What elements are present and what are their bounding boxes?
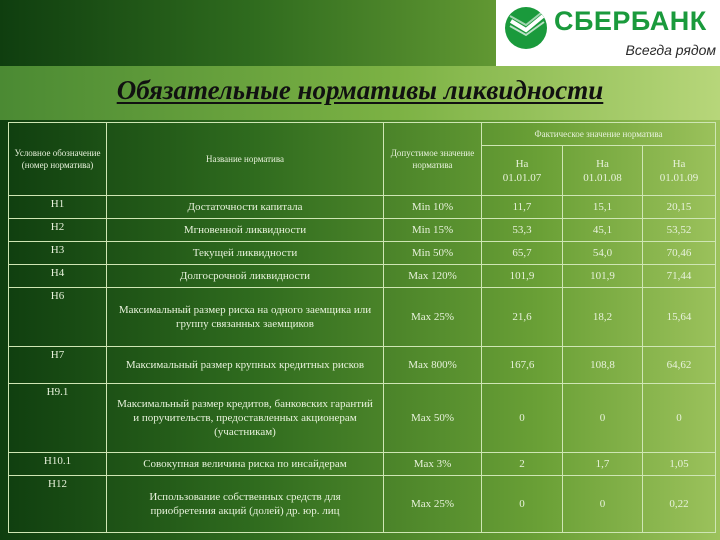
row-value-2008: 108,8 [563, 347, 643, 384]
header-actual: Фактическое значение норматива [482, 123, 716, 146]
row-value-2009: 64,62 [643, 347, 716, 384]
row-allowed: Max 3% [384, 453, 482, 476]
header-name: Название норматива [107, 123, 384, 196]
row-value-2008: 1,7 [563, 453, 643, 476]
table-row [9, 453, 716, 476]
row-value-2009: 0,22 [643, 476, 716, 533]
row-value-2009: 0 [643, 384, 716, 453]
header-date-3: На 01.01.09 [643, 146, 716, 196]
row-value-2009: 1,05 [643, 453, 716, 476]
row-value-2008: 101,9 [563, 265, 643, 288]
row-allowed: Min 10% [384, 196, 482, 219]
row-name: Максимальный размер риска на одного заемщика или группу связанных заемщиков [107, 288, 384, 347]
sberbank-logo [496, 0, 720, 66]
brand-name: СБЕРБАНК [554, 6, 707, 36]
row-value-2009: 70,46 [643, 242, 716, 265]
table-row [9, 347, 716, 384]
row-name: Использование собственных средств для приобретения акций (долей) др. юр. лиц [107, 476, 384, 533]
row-value-2009: 20,15 [643, 196, 716, 219]
row-value-2007: 11,7 [482, 196, 563, 219]
row-code: Н2 [9, 219, 107, 242]
table-row [9, 384, 716, 453]
row-allowed: Max 800% [384, 347, 482, 384]
row-value-2008: 18,2 [563, 288, 643, 347]
table-row [9, 265, 716, 288]
row-value-2007: 167,6 [482, 347, 563, 384]
row-name: Достаточности капитала [107, 196, 384, 219]
header-allowed: Допустимое значение норматива [384, 123, 482, 196]
row-value-2007: 65,7 [482, 242, 563, 265]
row-allowed: Max 25% [384, 476, 482, 533]
row-value-2009: 71,44 [643, 265, 716, 288]
row-allowed: Min 50% [384, 242, 482, 265]
row-code: Н4 [9, 265, 107, 288]
row-code: Н1 [9, 196, 107, 219]
row-value-2007: 53,3 [482, 219, 563, 242]
table-row [9, 288, 716, 347]
row-code: Н7 [9, 347, 107, 384]
row-value-2007: 21,6 [482, 288, 563, 347]
row-value-2007: 101,9 [482, 265, 563, 288]
row-allowed: Min 15% [384, 219, 482, 242]
table-row [9, 476, 716, 533]
row-code: Н9.1 [9, 384, 107, 453]
row-name: Долгосрочной ликвидности [107, 265, 384, 288]
table-row [9, 219, 716, 242]
row-name: Максимальный размер крупных кредитных рисков [107, 347, 384, 384]
row-value-2007: 0 [482, 476, 563, 533]
row-code: Н12 [9, 476, 107, 533]
row-value-2007: 2 [482, 453, 563, 476]
brand-slogan: Всегда рядом [625, 42, 716, 58]
row-allowed: Max 120% [384, 265, 482, 288]
row-value-2008: 54,0 [563, 242, 643, 265]
row-allowed: Max 50% [384, 384, 482, 453]
table-row [9, 196, 716, 219]
header-code: Условное обозначение (номер норматива) [9, 123, 107, 196]
row-value-2008: 45,1 [563, 219, 643, 242]
header-date-2: На 01.01.08 [563, 146, 643, 196]
liquidity-ratios-table [8, 122, 716, 533]
row-allowed: Max 25% [384, 288, 482, 347]
header-date-1: На 01.01.07 [482, 146, 563, 196]
row-code: Н6 [9, 288, 107, 347]
row-code: Н3 [9, 242, 107, 265]
row-name: Мгновенной ликвидности [107, 219, 384, 242]
row-code: Н10.1 [9, 453, 107, 476]
table-row [9, 242, 716, 265]
row-value-2009: 53,52 [643, 219, 716, 242]
row-name: Максимальный размер кредитов, банковских гарантий и поручительств, предоставленных акционерам (участникам) [107, 384, 384, 453]
row-name: Текущей ликвидности [107, 242, 384, 265]
page-title: Обязательные нормативы ликвидности [116, 75, 604, 105]
row-value-2007: 0 [482, 384, 563, 453]
sberbank-logo-icon [502, 4, 550, 52]
row-value-2009: 15,64 [643, 288, 716, 347]
row-value-2008: 0 [563, 384, 643, 453]
row-value-2008: 0 [563, 476, 643, 533]
row-name: Совокупная величина риска по инсайдерам [107, 453, 384, 476]
row-value-2008: 15,1 [563, 196, 643, 219]
